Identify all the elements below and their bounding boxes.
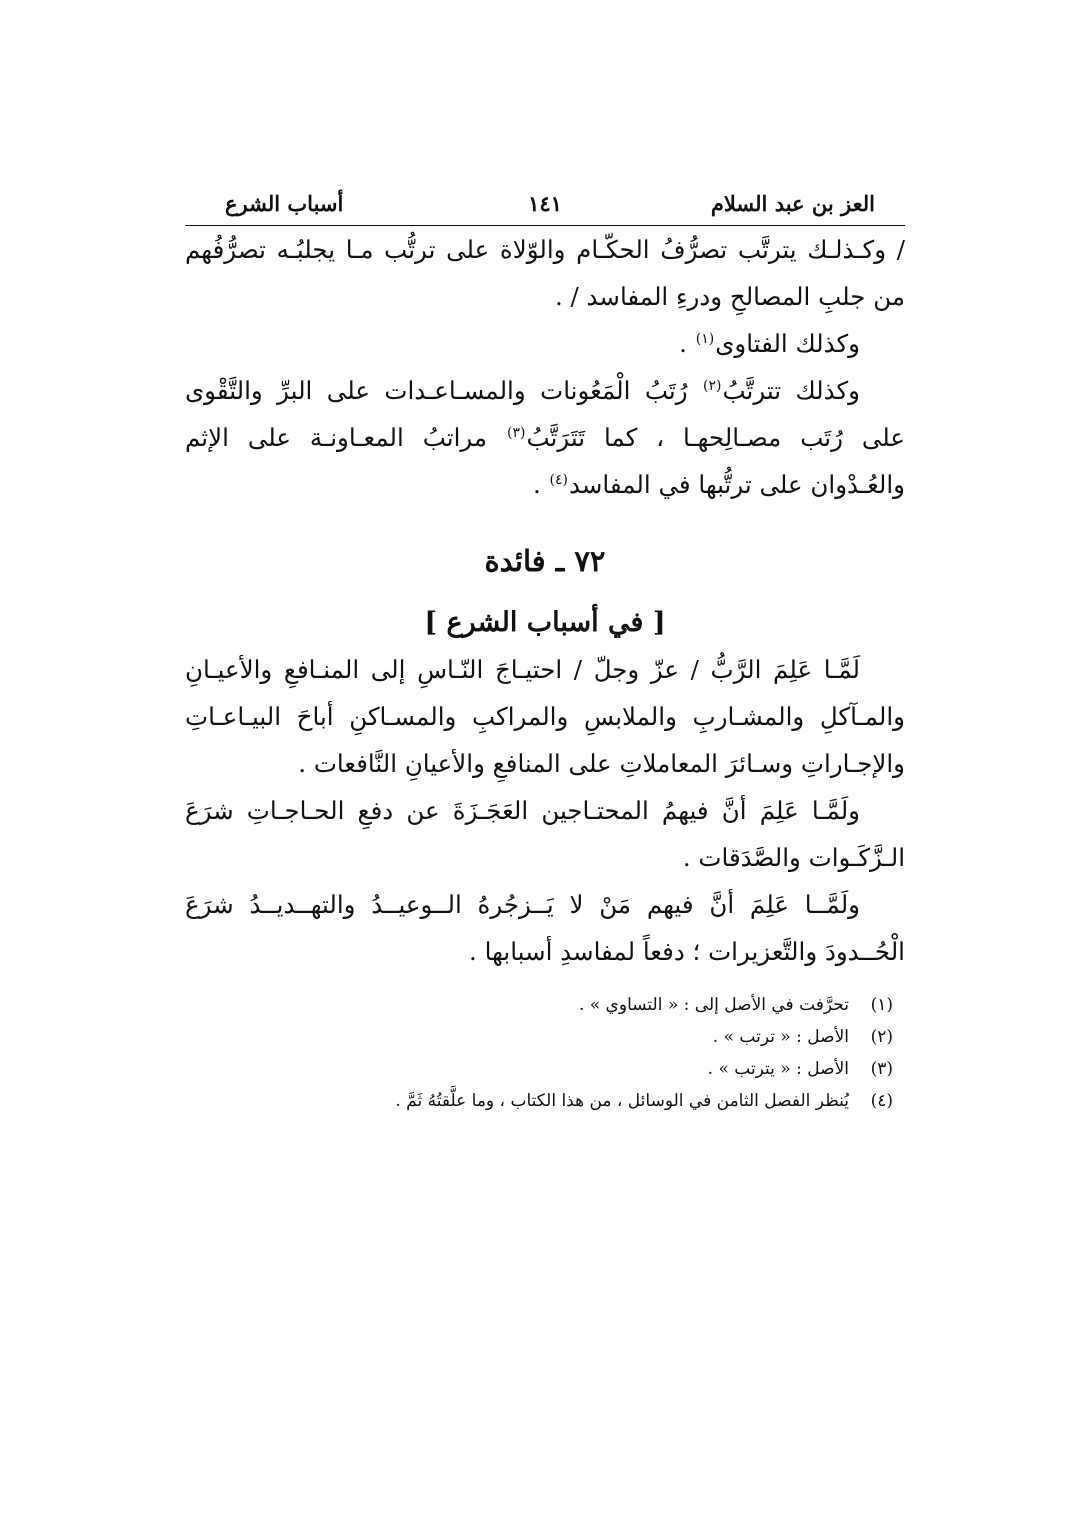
header-section-title: أسباب الشرع [225, 191, 344, 216]
paragraph-maunat-part-2: رُتَبُ الْمَعُونات والمسـاعـدات على البرِّ والتَّقْوى على رُتَب مصـالِحهـا ، كما تَتَرَتَّبُ [185, 376, 905, 452]
section-subtitle: [ في أسباب الشرع ] [424, 607, 666, 638]
paragraph-fatawa-text: وكذلك الفتاوى [715, 329, 860, 358]
footnote-number: (٢) [870, 1027, 893, 1047]
footnote-text: الأصل : « يترتب » . [707, 1059, 849, 1079]
footnote-item [185, 1053, 905, 1085]
paragraph-fatawa-end: . [679, 329, 695, 358]
book-page [185, 185, 905, 1117]
paragraph-hudud: ولَمَّــا عَلِمَ أنَّ فيهم مَنْ لا يَــزجُرهُ الــوعيــدُ والتهــديــدُ شرَعَ الْحُــدودَ والتَّعزيرات ؛ دفعاً لمفاسدِ أسبابها . [185, 890, 905, 966]
paragraph-maunat-part-1: وكذلك تترتَّبُ [722, 376, 860, 405]
footnotes [185, 989, 905, 1117]
footnote-text: تحرَّفت في الأصل إلى : « التساوي » . [578, 995, 849, 1015]
footnote-number: (١) [870, 995, 893, 1015]
paragraph-rulers: / وكـذلـك يترتَّب تصرُّفُ الحكّـام والوّلاة على ترتُّب مـا يجلبُـه تصرُّفُهم من جلبِ المصالحِ ودرءِ المفاسد / . [185, 235, 905, 311]
footnote-number: (٣) [870, 1059, 893, 1079]
footnote-text: يُنظر الفصل الثامن في الوسائل ، من هذا الكتاب ، وما علَّقتُهُ ثَمَّ . [395, 1091, 849, 1111]
paragraph-maunat [185, 367, 905, 508]
section-heading: ٧٢ ـ فائدة [484, 544, 606, 578]
footnote-ref-2: (٢) [703, 377, 722, 394]
footnote-ref-1: (١) [695, 330, 715, 347]
footnote-ref-3: (٣) [506, 424, 526, 441]
footnote-item [185, 1085, 905, 1117]
header-page-number: ١٤١ [528, 191, 562, 216]
footnote-item [185, 989, 905, 1021]
paragraph-maunat-part-3: مراتبُ المعـاونـة على الإثم والعُـدْوان على ترتُّبها في المفاسد [185, 423, 905, 499]
paragraph-maunat-end: . [532, 470, 549, 499]
footnote-item [185, 1021, 905, 1053]
paragraph-fatawa [185, 320, 905, 367]
header-author: العز بن عبد السلام [710, 191, 875, 216]
running-header [185, 185, 905, 226]
paragraph-commerce: لَمَّـا عَلِمَ الرَّبُّ / عزّ وجلّ / احتيـاجَ النّـاسِ إلى المنـافعِ والأعيـانِ والمـآكلِ والمشـاربِ والملابسِ والمراكبِ والمسـاكنِ أباحَ البيـاعـاتِ والإجـاراتِ وسـائرَ المعاملاتِ على المنافعِ والأعيانِ النَّافعات . [185, 655, 905, 778]
paragraph-zakat: ولَمَّـا عَلِمَ أنَّ فيهمُ المحتـاجين العَجَـزَةَ عن دفعِ الحـاجـاتِ شرَعَ الـزَّكَـوات والصَّدَقات . [185, 796, 905, 872]
footnote-ref-4: (٤) [549, 471, 568, 488]
main-text [185, 226, 905, 975]
footnote-number: (٤) [870, 1091, 893, 1111]
footnote-text: الأصل : « ترتب » . [712, 1027, 849, 1047]
